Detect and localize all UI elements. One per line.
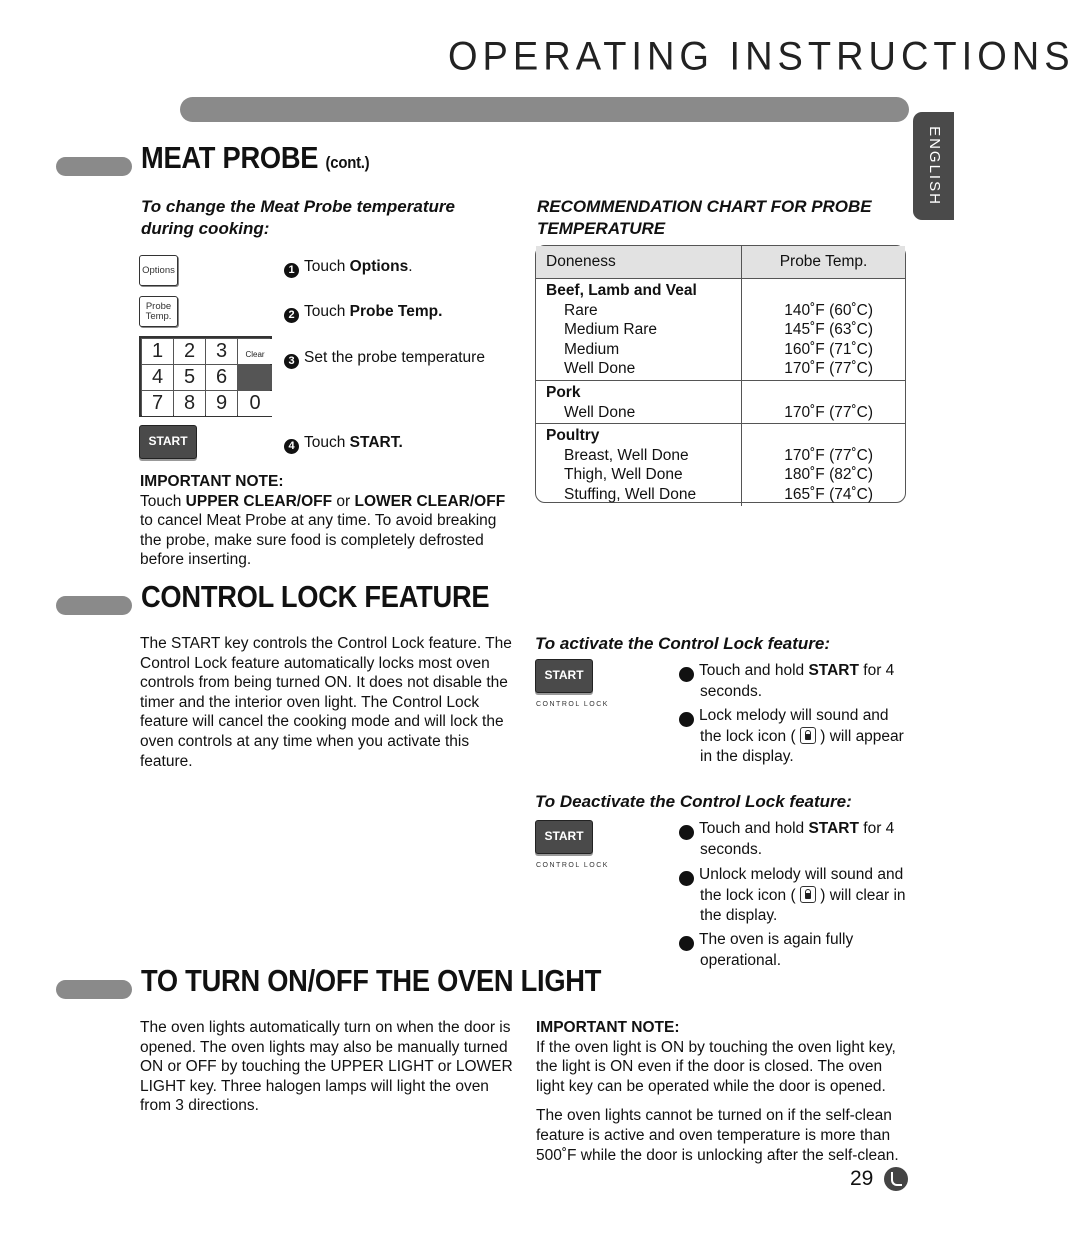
temp-cell: 145˚F (63˚C) xyxy=(784,321,873,339)
page-number: 29 xyxy=(850,1167,874,1190)
start-key: START xyxy=(535,659,593,693)
table-row: Medium xyxy=(564,340,620,358)
title-bar xyxy=(180,97,909,122)
activate-step-2: 2 Lock melody will sound and the lock icon ( ) will appear in the display. xyxy=(665,707,904,765)
temp-cell: 180˚F (82˚C) xyxy=(784,466,873,484)
keypad-key-7: 7 xyxy=(142,391,173,416)
table-row: Thigh, Well Done xyxy=(564,466,683,484)
temp-cell: 140˚F (60˚C) xyxy=(784,301,873,319)
temp-cell: 160˚F (71˚C) xyxy=(784,340,873,358)
keypad-key-3: 3 xyxy=(206,339,237,364)
keypad-key-clear: Clear xyxy=(238,339,272,364)
col-doneness: Doneness xyxy=(536,246,742,278)
keypad-blank xyxy=(238,365,272,390)
group-name: Poultry xyxy=(546,427,600,445)
keypad-key-2: 2 xyxy=(174,339,205,364)
start-key: START xyxy=(535,820,593,854)
page-title: OPERATING INSTRUCTIONS xyxy=(448,34,1075,80)
section-marker xyxy=(56,157,132,176)
table-row: Medium Rare xyxy=(564,321,658,339)
options-key: Options xyxy=(139,255,178,286)
chart-title: RECOMMENDATION CHART FOR PROBE TEMPERATURE xyxy=(537,197,872,238)
table-row: Rare xyxy=(564,301,598,319)
keypad-key-9: 9 xyxy=(206,391,237,416)
deactivate-step-2: 2 Unlock melody will sound and the lock icon ( ) will clear in the display. xyxy=(665,866,906,924)
oven-light-note xyxy=(536,1018,906,1165)
chart-group-pork xyxy=(536,381,905,424)
control-lock-body: The START key controls the Control Lock feature. The Control Lock feature automatically locks most oven controls from being turned ON. It does not disable the timer and the interior oven light. The Control Lock feature will cancel the cooking mode and will lock the oven controls at any time when you activate this feature. xyxy=(140,635,512,770)
keypad-key-6: 6 xyxy=(206,365,237,390)
group-name: Beef, Lamb and Veal xyxy=(546,282,697,299)
start-key: START xyxy=(139,425,197,459)
probe-step-4: 4 Touch START. xyxy=(284,433,403,454)
temp-cell: 170˚F (77˚C) xyxy=(784,360,873,378)
col-probe-temp: Probe Temp. xyxy=(779,253,868,271)
note-paragraph-2: The oven lights cannot be turned on if the self-clean feature is active and oven temperature is more than 500˚F while the door is unlocking after the self-clean. xyxy=(536,1107,899,1164)
temp-cell: 170˚F (77˚C) xyxy=(784,403,873,421)
probe-step-2: 2 Touch Probe Temp. xyxy=(284,302,442,323)
cont-suffix: (cont.) xyxy=(325,153,370,172)
probe-step-1: 1 Touch Options. xyxy=(284,257,413,278)
keypad-key-0: 0 xyxy=(238,391,272,416)
keypad-key-1: 1 xyxy=(142,339,173,364)
chart-group-poultry xyxy=(536,424,905,505)
language-tab-label: ENGLISH xyxy=(925,126,943,206)
temp-cell: 170˚F (77˚C) xyxy=(784,446,873,464)
keypad-key-5: 5 xyxy=(174,365,205,390)
activate-title: To activate the Control Lock feature: xyxy=(535,634,831,653)
chart-group-beef xyxy=(536,279,905,381)
language-tab xyxy=(913,112,954,220)
probe-step-3: 3 Set the probe temperature xyxy=(284,348,485,369)
note-paragraph-1: If the oven light is ON by touching the oven light key, the light is ON even if the door is closed. The oven light key can be operated while the door is opened. xyxy=(536,1038,896,1095)
lg-logo-icon xyxy=(884,1167,908,1191)
probe-temp-chart xyxy=(535,245,906,503)
probe-temp-key: Probe Temp. xyxy=(139,296,178,327)
table-row: Well Done xyxy=(564,403,636,421)
keypad-key-4: 4 xyxy=(142,365,173,390)
deactivate-step-3: 3 The oven is again fully operational. xyxy=(665,931,854,970)
number-keypad xyxy=(139,336,272,417)
meat-probe-subhead: To change the Meat Probe temperature during cooking: xyxy=(141,197,455,238)
note-title: IMPORTANT NOTE: xyxy=(536,1019,680,1036)
activate-step-1: 1 Touch and hold START for 4 seconds. xyxy=(665,662,895,701)
section-marker xyxy=(56,596,132,615)
note-body: Touch UPPER CLEAR/OFF or LOWER CLEAR/OFF to cancel Meat Probe at any time. To avoid breaking the probe, make sure food is completely defrosted before inserting. xyxy=(140,492,506,569)
oven-light-body: The oven lights automatically turn on when the door is opened. The oven lights may also be manually turned ON or OFF by touching the UPPER LIGHT or LOWER LIGHT key. Three halogen lamps will light the oven from 3 directions. xyxy=(140,1019,513,1115)
lock-icon xyxy=(800,886,816,903)
deactivate-title: To Deactivate the Control Lock feature: xyxy=(535,792,852,811)
note-title: IMPORTANT NOTE: xyxy=(140,473,284,490)
meat-probe-heading: MEAT PROBE (cont.) xyxy=(141,140,370,175)
deactivate-step-1: 1 Touch and hold START for 4 seconds. xyxy=(665,820,895,859)
temp-cell: 165˚F (74˚C) xyxy=(784,485,873,503)
section-marker xyxy=(56,980,132,999)
table-row: Well Done xyxy=(564,360,636,378)
control-lock-label: CONTROL LOCK xyxy=(536,701,609,708)
table-row: Breast, Well Done xyxy=(564,446,689,464)
lock-icon xyxy=(800,727,816,744)
control-lock-heading: CONTROL LOCK FEATURE xyxy=(141,579,490,614)
oven-light-heading: TO TURN ON/OFF THE OVEN LIGHT xyxy=(141,963,602,998)
control-lock-label: CONTROL LOCK xyxy=(536,862,609,869)
keypad-key-8: 8 xyxy=(174,391,205,416)
meat-probe-note xyxy=(140,472,515,570)
chart-header-row xyxy=(536,246,905,279)
group-name: Pork xyxy=(546,383,581,401)
table-row: Stuffing, Well Done xyxy=(564,485,697,503)
